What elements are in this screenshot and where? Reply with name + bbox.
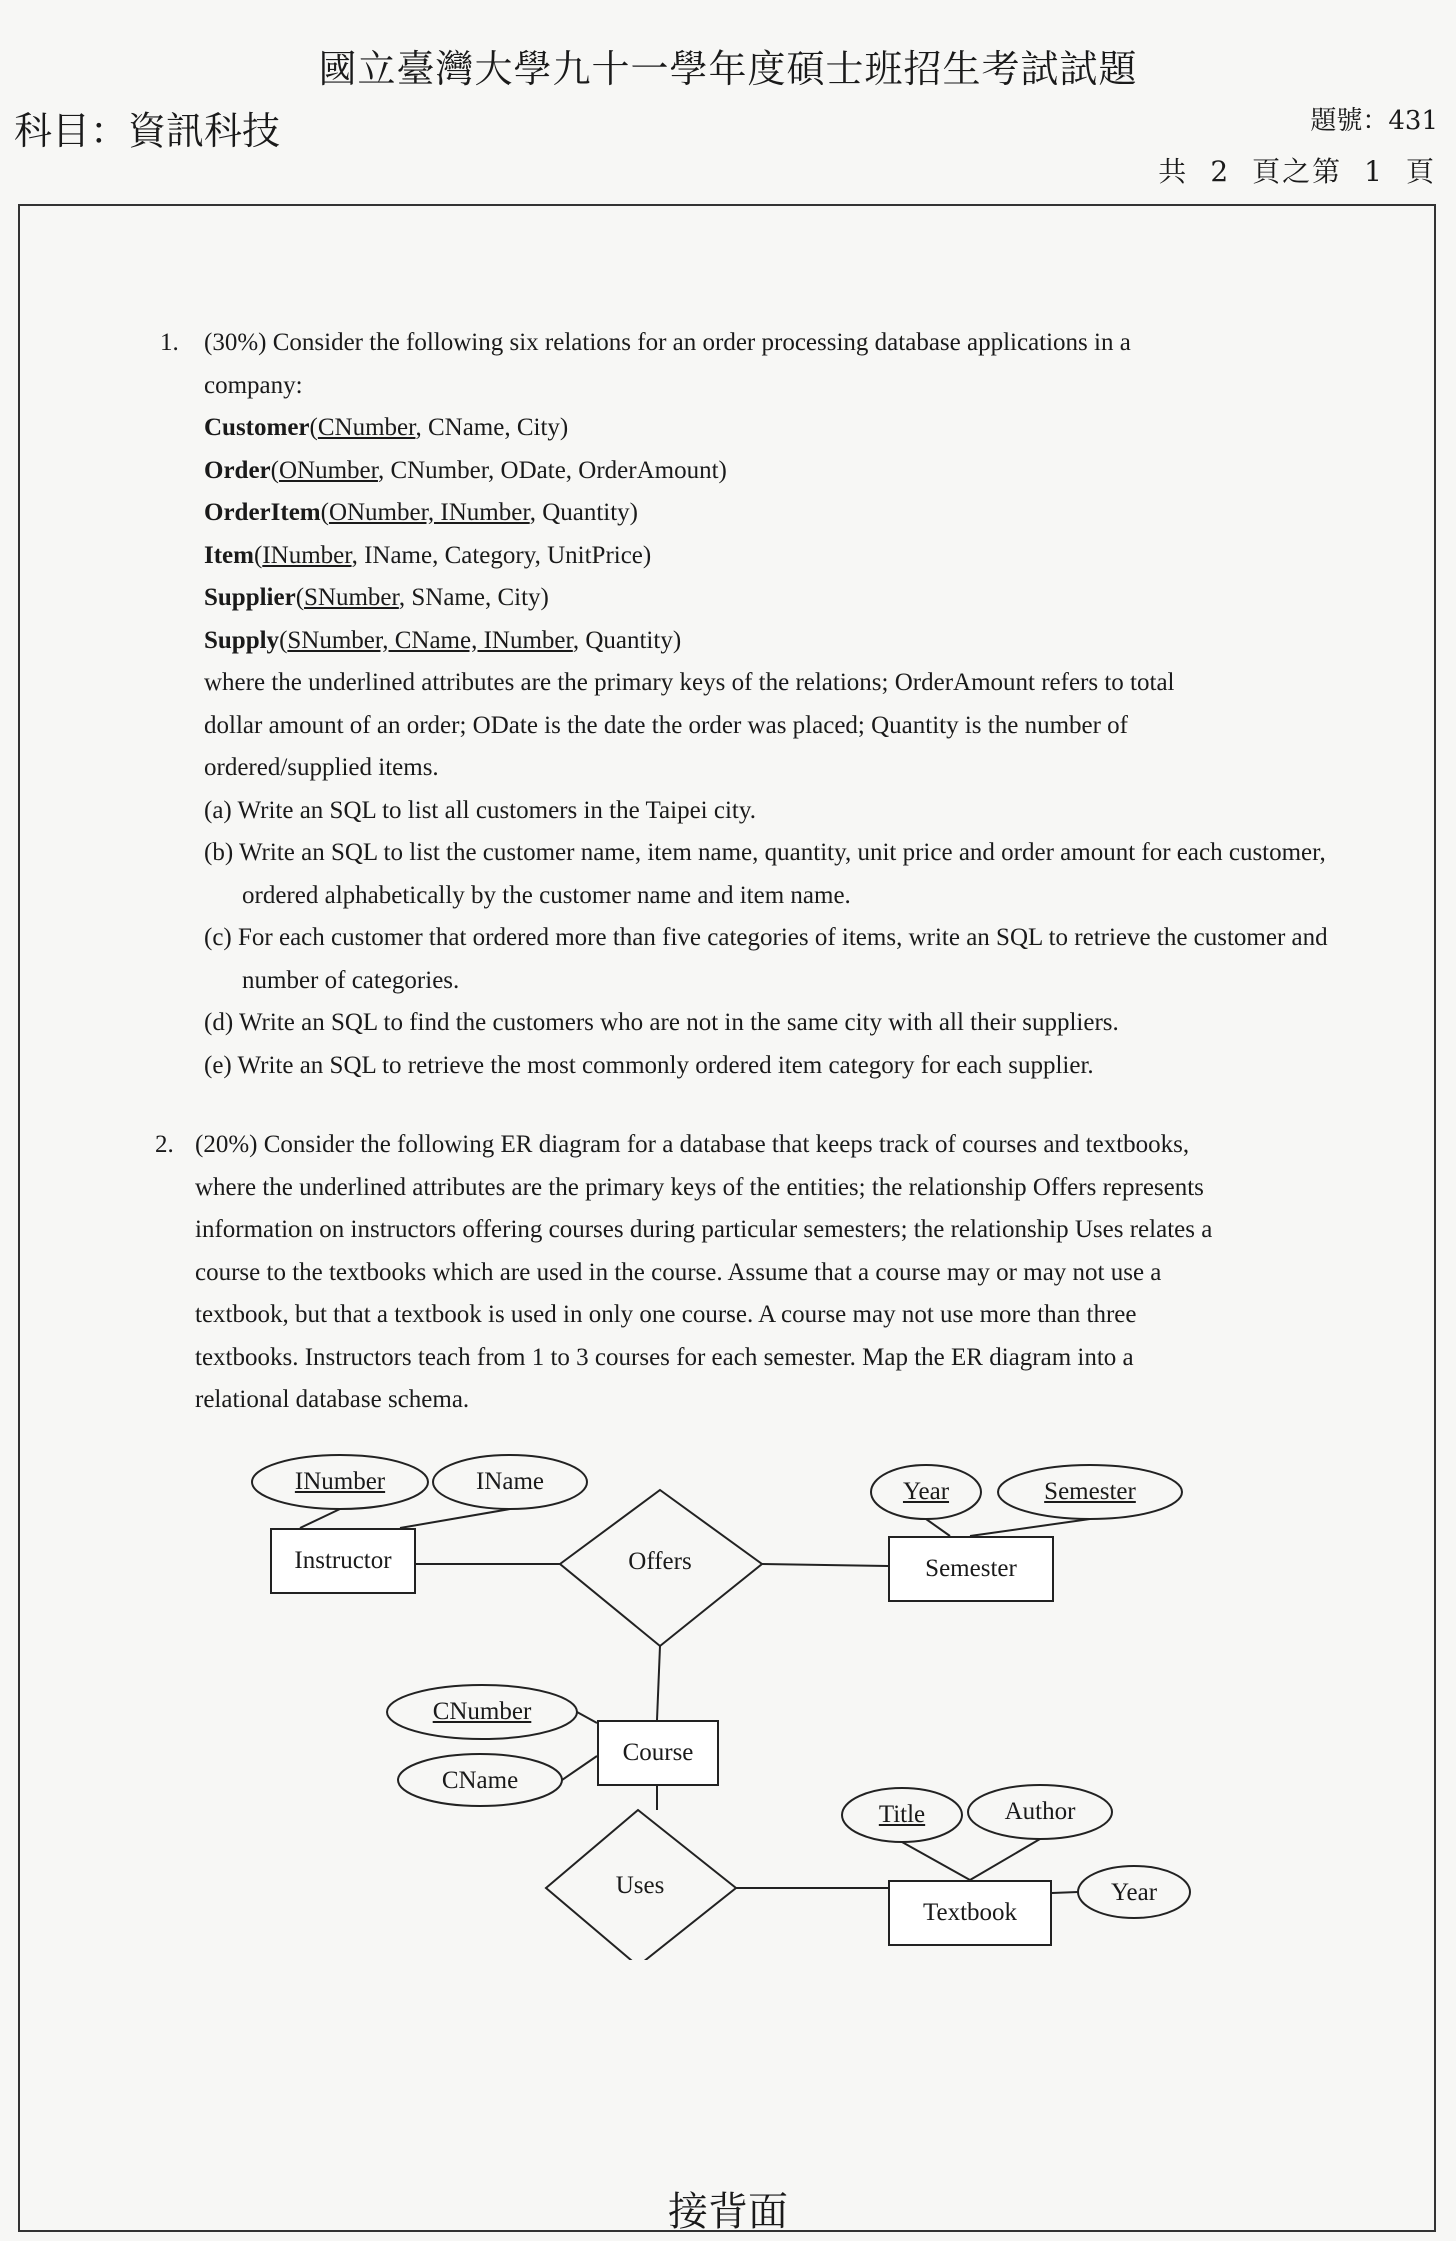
- relation-schema: OrderItem(ONumber, INumber, Quantity): [204, 499, 639, 526]
- primary-key: CNumber: [317, 414, 416, 441]
- relation-attributes: , SName, City): [398, 584, 549, 611]
- q1-part-b: (b) Write an SQL to list the customer name, item name, quantity, unit price and order amount for each customer, ordered alphabetically by the customer name and item name.: [204, 839, 1326, 909]
- relation-schema: Customer(CNumber, CName, City): [204, 414, 569, 441]
- relation-name: Supplier: [204, 584, 296, 611]
- relation-name: Customer: [204, 414, 310, 441]
- er-diagram: [240, 1440, 1220, 1960]
- q1-part-c: (c) For each customer that ordered more than five categories of items, write an SQL to retrieve the customer and number of categories.: [204, 924, 1328, 994]
- primary-key: ONumber, INumber: [328, 499, 530, 526]
- q1-intro-line1: (30%) Consider the following six relations for an order processing database applications in a: [204, 329, 1131, 356]
- exam-title: 國立臺灣大學九十一學年度碩士班招生考試試題: [318, 47, 1138, 91]
- attr-year-textbook: Year: [1110, 1879, 1158, 1906]
- pages-middle: 頁之第: [1252, 155, 1343, 188]
- relation-schema: Item(INumber, IName, Category, UnitPrice): [204, 541, 652, 569]
- q1-note-line: dollar amount of an order; ODate is the date the order was placed; Quantity is the number of: [204, 711, 1129, 739]
- subject-label: 科目：資訊科技: [14, 109, 281, 153]
- attr-title: Title: [878, 1801, 926, 1828]
- attr-year: Year: [902, 1478, 950, 1505]
- attr-inumber: INumber: [294, 1468, 386, 1495]
- q2-line: information on instructors offering courses during particular semesters; the relationship Uses relates a: [195, 1216, 1213, 1243]
- q2-line: relational database schema.: [195, 1386, 470, 1413]
- primary-key: SNumber, CName, INumber: [287, 626, 573, 654]
- relation-attributes: , CNumber, ODate, OrderAmount): [377, 456, 727, 484]
- continue-on-back-note: 接背面: [668, 2189, 788, 2235]
- pages-total: 2: [1210, 155, 1231, 188]
- relation-schema: Supply(SNumber, CName, INumber, Quantity): [204, 626, 682, 654]
- attr-cname: CName: [441, 1767, 519, 1794]
- entity-instructor: Instructor: [270, 1528, 416, 1594]
- q1-part-a: (a) Write an SQL to list all customers in the Taipei city.: [204, 796, 756, 824]
- attr-iname: IName: [475, 1468, 545, 1495]
- q2-line: textbook, but that a textbook is used in only one course. A course may not use more than three: [195, 1301, 1137, 1328]
- entity-course: Course: [597, 1720, 719, 1786]
- primary-key: ONumber: [278, 456, 378, 484]
- pages-suffix: 頁: [1405, 155, 1436, 188]
- relation-name: Item: [204, 541, 254, 569]
- relation-name: Supply: [204, 626, 280, 654]
- question-2: [155, 1124, 1355, 1422]
- relation-name: Order: [204, 456, 271, 484]
- q1-part-e: (e) Write an SQL to retrieve the most commonly ordered item category for each supplier.: [204, 1051, 1094, 1079]
- q2-line: where the underlined attributes are the primary keys of the entities; the relationship Offers represents: [195, 1173, 1204, 1201]
- question-1: [160, 322, 1350, 1087]
- question-number: 題號：431: [1310, 106, 1438, 136]
- q2-line: (20%) Consider the following ER diagram for a database that keeps track of courses and textbooks,: [195, 1131, 1190, 1158]
- q1-intro-line2: company:: [204, 371, 303, 399]
- primary-key: INumber: [262, 541, 352, 569]
- q1-note-line: where the underlined attributes are the primary keys of the relations; OrderAmount refers to total: [204, 669, 1175, 696]
- pages-current: 1: [1364, 155, 1384, 188]
- question-1-number: 1.: [160, 329, 179, 356]
- page-indicator: [1136, 150, 1436, 190]
- relation-schema: Supplier(SNumber, SName, City): [204, 584, 549, 611]
- attr-cnumber: CNumber: [432, 1698, 532, 1725]
- relation-attributes: , CName, City): [415, 414, 569, 441]
- q2-line: course to the textbooks which are used in the course. Assume that a course may or may not use a: [195, 1258, 1162, 1286]
- entity-textbook: Textbook: [888, 1880, 1052, 1946]
- relation-attributes: , IName, Category, UnitPrice): [351, 541, 652, 569]
- relation-attributes: , Quantity): [572, 626, 682, 654]
- pages-total-prefix: 共: [1158, 155, 1189, 188]
- relationship-offers: Offers: [628, 1548, 692, 1575]
- relation-name: OrderItem: [204, 499, 321, 526]
- question-2-number: 2.: [155, 1131, 174, 1158]
- relationship-uses: Uses: [615, 1872, 665, 1899]
- relation-list: [204, 407, 1350, 662]
- q1-part-d: (d) Write an SQL to find the customers who are not in the same city with all their suppliers.: [204, 1009, 1119, 1036]
- relation-schema: Order(ONumber, CNumber, ODate, OrderAmount): [204, 456, 727, 484]
- relation-attributes: , Quantity): [529, 499, 639, 526]
- entity-semester: Semester: [888, 1536, 1054, 1602]
- attr-semester: Semester: [1044, 1478, 1136, 1505]
- attr-author: Author: [1004, 1798, 1076, 1825]
- primary-key: SNumber: [304, 584, 399, 611]
- q1-note-line: ordered/supplied items.: [204, 754, 439, 781]
- q2-line: textbooks. Instructors teach from 1 to 3 courses for each semester. Map the ER diagram into a: [195, 1343, 1134, 1371]
